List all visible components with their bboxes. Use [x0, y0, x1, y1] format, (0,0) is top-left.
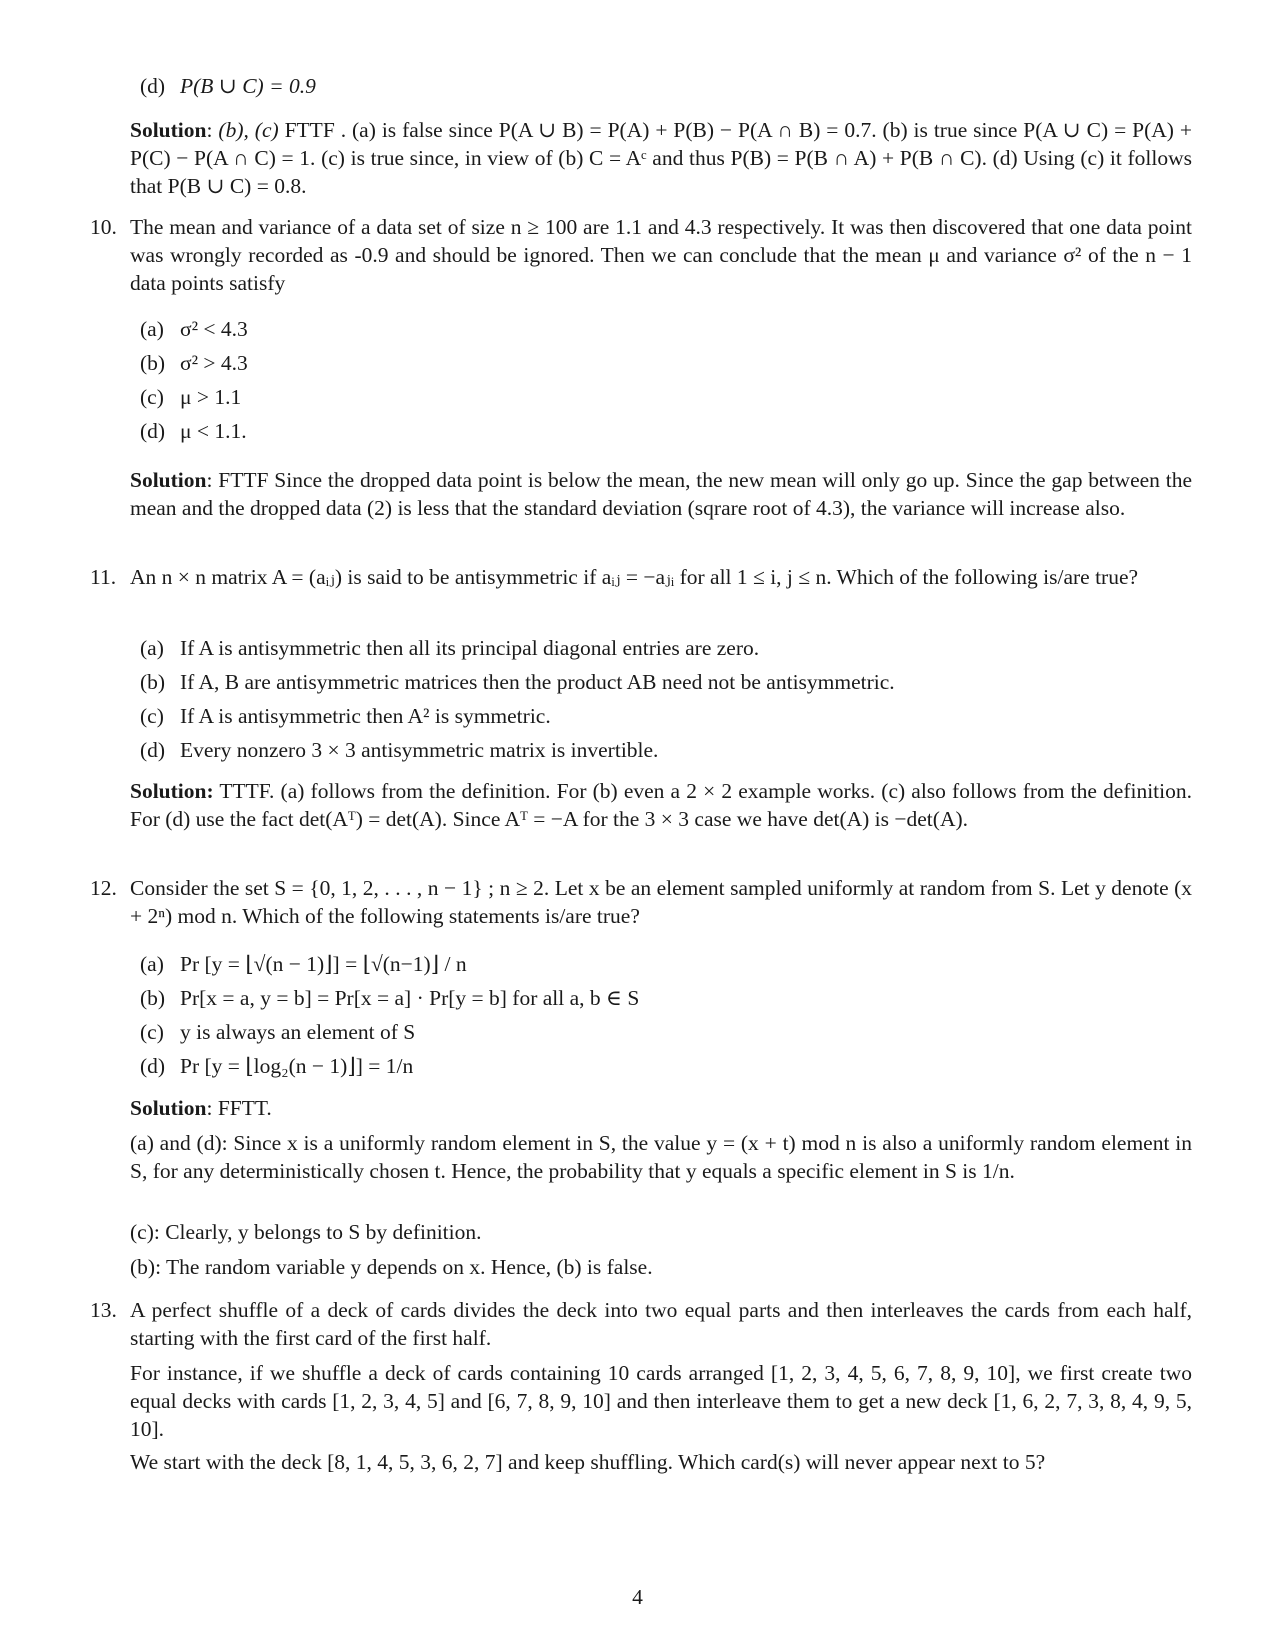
- option-label: (c): [140, 704, 164, 728]
- option-label: (a): [140, 952, 164, 976]
- prev-option-d: [140, 72, 316, 100]
- q11-option-d: [140, 736, 658, 764]
- solution-answer: (b), (c): [218, 118, 279, 142]
- option-text: Pr[x = a, y = b] = Pr[x = a] · Pr[y = b] for all a, b ∈ S: [180, 986, 640, 1010]
- q10-option-d: [140, 417, 247, 445]
- option-label: (d): [140, 419, 166, 443]
- question-10-number: 10.: [90, 215, 117, 239]
- option-text: μ < 1.1.: [180, 419, 247, 443]
- q12-option-d: [140, 1052, 413, 1080]
- solution-heading: Solution: [130, 468, 207, 492]
- solution-heading: Solution:: [130, 779, 214, 803]
- q13-paragraph-1: A perfect shuffle of a deck of cards divides the deck into two equal parts and then interleaves the cards from each half, starting with the first card of the first half.: [130, 1298, 1192, 1350]
- option-text: P(B ∪ C) = 0.9: [180, 74, 316, 98]
- option-text: y is always an element of S: [180, 1020, 416, 1044]
- question-12-text: Consider the set S = {0, 1, 2, . . . , n − 1} ; n ≥ 2. Let x be an element sampled uniformly at random from S. Let y denote (x + 2ⁿ) mod n. Which of the following statements is/are true?: [130, 876, 1192, 928]
- q12-solution: [130, 1094, 1192, 1122]
- q10-option-c: [140, 383, 241, 411]
- option-label: (b): [140, 351, 166, 375]
- option-label: (c): [140, 385, 164, 409]
- q11-option-c: [140, 702, 551, 730]
- prev-solution: Solution: (b), (c) FTTF . (a) is false since P(A ∪ B) = P(A) + P(B) − P(A ∩ B) = 0.7. (b) is true since P(A ∪ C) = P(A) + P(C) − P(A ∩ C) = 1. (c) is true since, in view of (b) C = Aᶜ and thus P(B) = P(B ∩ A) + P(B ∩ C). (d) Using (c) it follows that P(B ∪ C) = 0.8.: [130, 118, 1192, 198]
- q12-option-a: [140, 950, 467, 978]
- solution-body: : FFTT.: [206, 1096, 272, 1120]
- q10-option-a: [140, 315, 248, 343]
- option-label: (d): [140, 74, 166, 98]
- question-10-text: The mean and variance of a data set of size n ≥ 100 are 1.1 and 4.3 respectively. It was then discovered that one data point was wrongly recorded as -0.9 and should be ignored. Then we can conclude that the mean μ and variance σ² of the n − 1 data points satisfy: [130, 215, 1192, 295]
- q12-option-c: [140, 1018, 415, 1046]
- question-11-text: An n × n matrix A = (aᵢⱼ) is said to be antisymmetric if aᵢⱼ = −aⱼᵢ for all 1 ≤ i, j ≤ n. Which of the following is/are true?: [130, 565, 1139, 589]
- option-label: (a): [140, 636, 164, 660]
- option-text: If A is antisymmetric then all its principal diagonal entries are zero.: [180, 636, 760, 660]
- q11-option-b: [140, 668, 895, 696]
- q12-explanation-b: (b): The random variable y depends on x. Hence, (b) is false.: [130, 1255, 653, 1279]
- solution-heading: Solution: [130, 1096, 207, 1120]
- option-label: (d): [140, 1054, 166, 1078]
- page-number: 4: [632, 1585, 643, 1609]
- q12-explanation-c: (c): Clearly, y belongs to S by definition.: [130, 1220, 482, 1244]
- option-text: If A, B are antisymmetric matrices then the product AB need not be antisymmetric.: [180, 670, 895, 694]
- option-text: Pr [y = ⌊log₂(n − 1)⌋] = 1/n: [180, 1054, 414, 1078]
- q10-option-b: [140, 349, 248, 377]
- q13-paragraph-3: We start with the deck [8, 1, 4, 5, 3, 6, 2, 7] and keep shuffling. Which card(s) will never appear next to 5?: [130, 1450, 1046, 1474]
- question-12-number: 12.: [90, 876, 117, 900]
- q10-solution: [130, 466, 1192, 522]
- q11-option-a: [140, 634, 759, 662]
- option-label: (b): [140, 986, 166, 1010]
- option-text: σ² > 4.3: [180, 351, 248, 375]
- option-label: (b): [140, 670, 166, 694]
- option-text: σ² < 4.3: [180, 317, 248, 341]
- solution-body: TTTF. (a) follows from the definition. For (b) even a 2 × 2 example works. (c) also follows from the definition. For (d) use the fact det(Aᵀ) = det(A). Since Aᵀ = −A for the 3 × 3 case we have det(A) is −det(A).: [130, 779, 1192, 831]
- option-text: Every nonzero 3 × 3 antisymmetric matrix is invertible.: [180, 738, 659, 762]
- question-11-number: 11.: [90, 565, 117, 589]
- option-text: If A is antisymmetric then A² is symmetric.: [180, 704, 551, 728]
- question-13-number: 13.: [90, 1298, 117, 1322]
- option-label: (a): [140, 317, 164, 341]
- q12-option-b: [140, 984, 639, 1012]
- option-label: (d): [140, 738, 166, 762]
- q11-solution: [130, 777, 1192, 833]
- solution-body: FTTF . (a) is false since P(A ∪ B) = P(A) + P(B) − P(A ∩ B) = 0.7. (b) is true since P(A ∪ C) = P(A) + P(C) − P(A ∩ C) = 1. (c) is true since, in view of (b) C = Aᶜ and thus P(B) = P(B ∩ A) + P(B ∩ C). (d) Using (c) it follows that P(B ∪ C) = 0.8.: [130, 118, 1192, 198]
- q13-paragraph-2: For instance, if we shuffle a deck of cards containing 10 cards arranged [1, 2, 3, 4, 5, 6, 7, 8, 9, 10], we first create two equal decks with cards [1, 2, 3, 4, 5] and [6, 7, 8, 9, 10] and then interleave them to get a new deck [1, 6, 2, 7, 3, 8, 4, 9, 5, 10].: [130, 1361, 1192, 1441]
- solution-body: : FTTF Since the dropped data point is below the mean, the new mean will only go up. Since the gap between the mean and the dropped data (2) is less that the standard deviation (sqrare root of 4.3), the variance will increase also.: [130, 468, 1192, 520]
- option-text: Pr [y = ⌊√(n − 1)⌋] = ⌊√(n−1)⌋ / n: [180, 952, 467, 976]
- solution-heading: Solution: [130, 118, 207, 142]
- q12-explanation-ad: (a) and (d): Since x is a uniformly random element in S, the value y = (x + t) mod n is also a uniformly random element in S, for any deterministically chosen t. Hence, the probability that y equals a specific element in S is 1/n.: [130, 1131, 1192, 1183]
- option-label: (c): [140, 1020, 164, 1044]
- option-text: μ > 1.1: [180, 385, 242, 409]
